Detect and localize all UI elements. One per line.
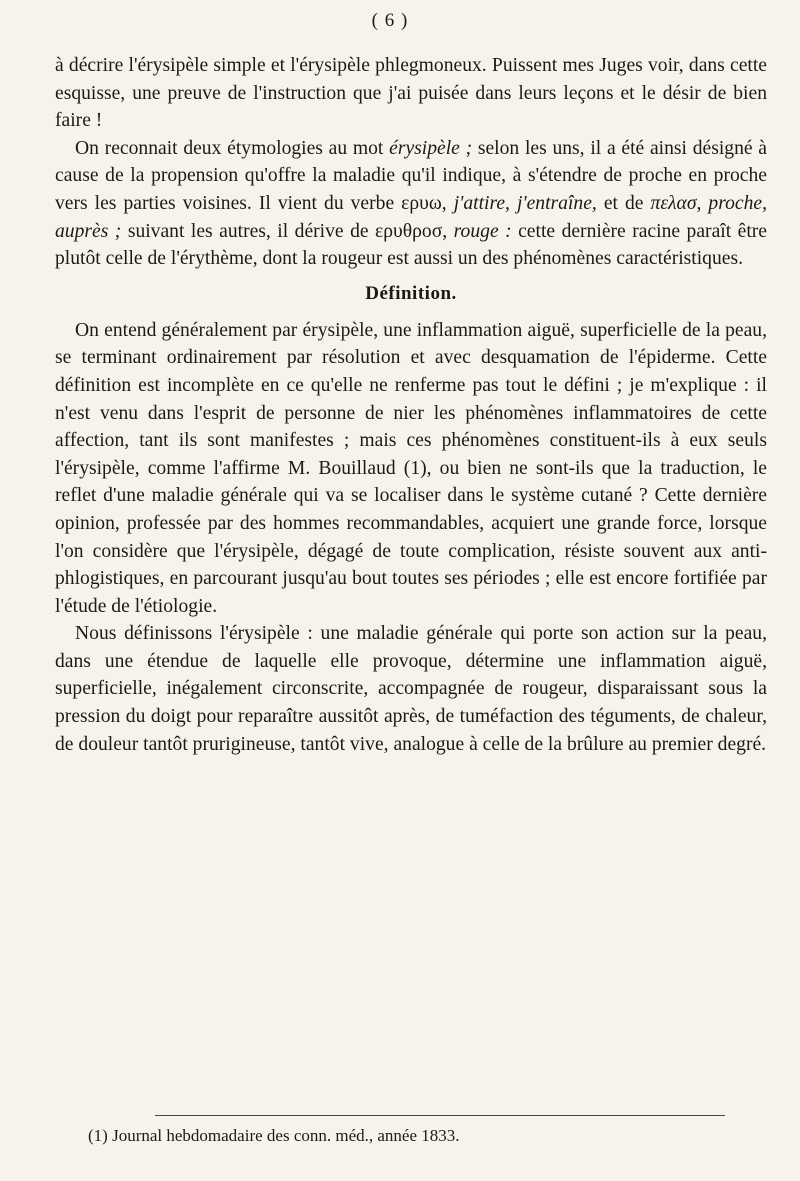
paragraph-4: Nous définissons l'érysipèle : une maladie générale qui porte son action sur la peau, dans une étendue de laquelle elle provoque, détermine une inflammation aiguë, superficielle, inégalement circonscrite, accompagnée de rougeur, disparaissant sous la pression du doigt pour reparaître aussitôt après, de tuméfaction des téguments, de chaleur, de douleur tantôt prurigineuse, tantôt vive, analogue à celle de la brûlure au premier degré. [55, 623, 767, 755]
paragraph-1: à décrire l'érysipèle simple et l'érysipèle phlegmoneux. Puissent mes Juges voir, dans cette esquisse, une preuve de l'instruction que j'ai puisée dans leurs leçons et le désir de bien faire ! [55, 55, 767, 132]
page-number: ( 6 ) [371, 10, 409, 31]
body-text [55, 52, 767, 758]
section-heading: Définition. [365, 282, 457, 304]
paragraph-2: On reconnait deux étymologies au mot érysipèle ; selon les uns, il a été ainsi désigné à cause de la propension qu'offre la maladie qu'il indique, à s'étendre de proche en proche vers les parties voisines. Il vient du verbe ερυω, j'attire, j'entraîne, et de πελασ, proche, auprès ; suivant les autres, il dérive de ερυθροσ, rouge : cette dernière racine paraît être plutôt celle de l'érythème, dont la rougeur est aussi un des phénomènes caractéristiques. [55, 137, 768, 270]
footnote: (1) Journal hebdomadaire des conn. méd., année 1833. [88, 1126, 460, 1145]
paragraph-3: On entend généralement par érysipèle, une inflammation aiguë, superficielle de la peau, se terminant ordinairement par résolution et avec desquamation de l'épiderme. Cette définition est incomplète en ce qu'elle ne renferme pas tout le défini ; je m'explique : il n'est venu dans l'esprit de personne de nier les phénomènes inflammatoires de cette affection, tant ils sont manifestes ; mais ces phénomènes constituent-ils à eux seuls l'érysipèle, comme l'affirme M. Bouillaud (1), ou bien ne sont-ils que la traduction, le reflet d'une maladie générale qui va se localiser dans le système cutané ? Cette dernière opinion, professée par des hommes recommandables, acquiert une grande force, lorsque l'on considère que l'érysipèle, dégagé de toute complication, résiste souvent aux anti-phlogistiques, en parcourant jusqu'au bout toutes ses périodes ; elle est encore fortifiée par l'étude de l'étiologie. [55, 319, 767, 617]
footnote-divider [155, 1115, 725, 1116]
